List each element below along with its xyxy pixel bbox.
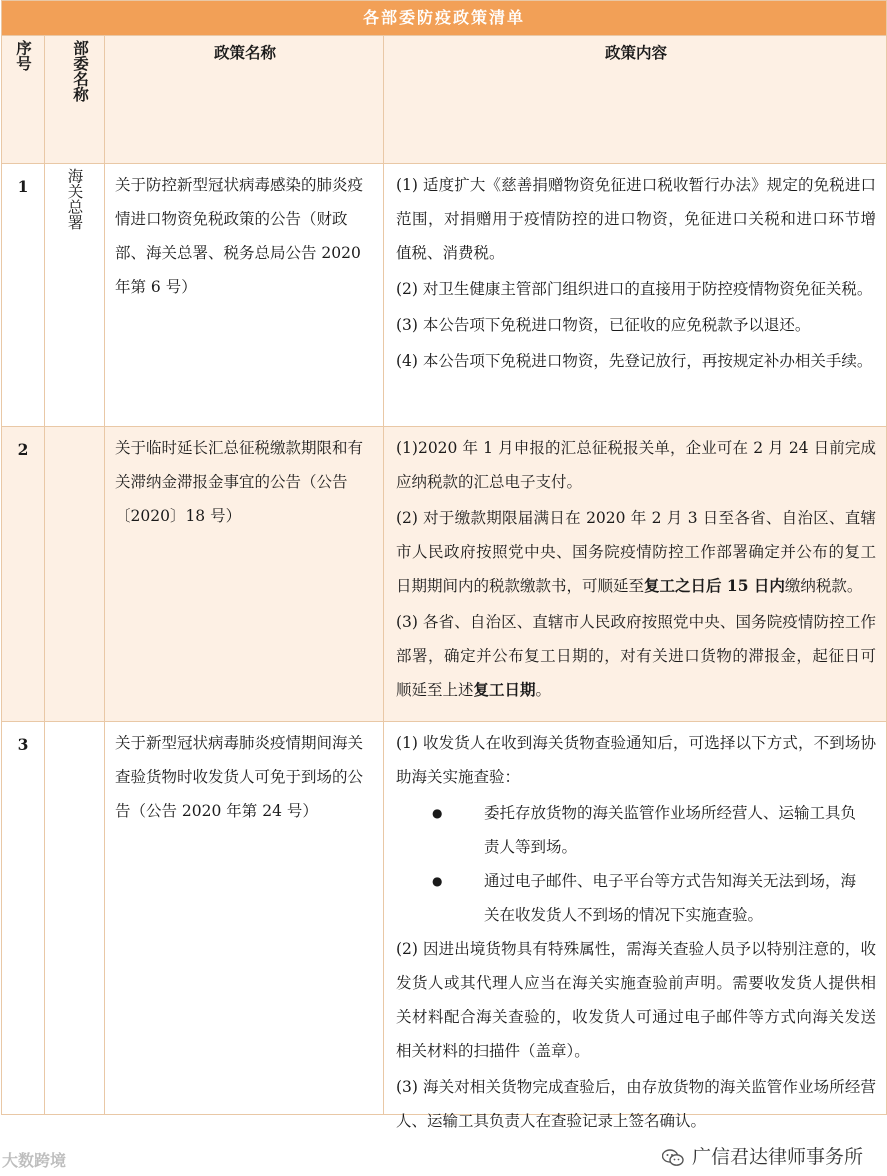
header-policy-content: 政策内容 [383,36,886,163]
content-bold-text: 复工之日后 15 日内 [644,576,785,595]
table-row [2,163,886,426]
table-title: 各部委防疫政策清单 [2,1,886,35]
header-policy-name: 政策名称 [104,36,383,163]
table-row [2,426,886,721]
row-policy-name: 关于新型冠状病毒肺炎疫情期间海关查验货物时收发货人可免于到场的公告（公告 2020 年第 24 号） [104,722,383,1114]
policy-table [1,0,887,1130]
header-dept [44,36,104,163]
bullet-text: 委托存放货物的海关监管作业场所经营人、运输工具负责人等到场。 [484,804,857,856]
row-policy-name: 关于临时延长汇总征税缴款期限和有关滞纳金滞报金事宜的公告（公告〔2020〕18 号） [104,427,383,721]
watermark-left: 大数跨境 [2,1153,67,1170]
bullet-icon: ● [432,874,443,888]
watermark-right-text: 广信君达律师事务所 [691,1147,863,1168]
content-paragraph: (2) 因进出境货物具有特殊属性，需海关查验人员予以特别注意的，收发货人或其代理人应当在海关实施查验前声明。需要收发货人提供相关材料配合海关查验的，收发货人可通过电子邮件等方式向海关发送相关材料的扫描件（盖章）。 [396,940,876,1060]
content-paragraph: (4) 本公告项下免税进口物资，先登记放行，再按规定补办相关手续。 [396,352,873,370]
header-dept-label: 部委名称 [71,40,90,102]
row-policy-content [383,164,886,426]
wechat-icon [662,1149,684,1167]
content-text: 。 [535,681,552,699]
content-bold-text: 复工日期 [473,680,536,699]
row-seq [2,722,44,1114]
content-text: 缴纳税款。 [784,577,863,595]
list-item [396,864,876,932]
row-policy-name: 关于防控新型冠状病毒感染的肺炎疫情进口物资免税政策的公告（财政部、海关总署、税务总局公告 2020 年第 6 号） [104,164,383,426]
content-paragraph: (3) 本公告项下免税进口物资，已征收的应免税款予以退还。 [396,316,811,334]
watermark-right [662,1142,863,1169]
content-text: (2) 对于缴款期限届满日在 2020 年 2 月 3 日至各省、自治区、直辖市人民政府按照党中央、国务院疫情防控工作部署确定并公布的复工日期期间内的税款缴款书，可顺延至 [396,509,876,595]
content-paragraph: (2) 对卫生健康主管部门组织进口的直接用于防控疫情物资免征关税。 [396,280,873,298]
row-seq [2,427,44,721]
row-seq-value: 3 [17,735,29,754]
bullet-text: 通过电子邮件、电子平台等方式告知海关无法到场，海关在收发货人不到场的情况下实施查验。 [484,872,857,924]
content-paragraph: (1)2020 年 1 月申报的汇总征税报关单，企业可在 2 月 24 日前完成应纳税款的汇总电子支付。 [396,439,876,491]
content-text: (3) 各省、自治区、直辖市人民政府按照党中央、国务院疫情防控工作部署，确定并公布复工日期的，对有关进口货物的滞报金，起征日可顺延至上述 [396,613,876,699]
content-paragraph: (3) 海关对相关货物完成查验后，由存放货物的海关监管作业场所经营人、运输工具负责人在查验记录上签名确认。 [396,1078,876,1130]
row-dept-value: 海关总署 [65,168,84,230]
row-seq-value: 2 [17,440,29,459]
row-seq-value: 1 [17,177,29,196]
row-policy-content [383,427,886,721]
content-paragraph: (1) 适度扩大《慈善捐赠物资免征进口税收暂行办法》规定的免税进口范围，对捐赠用于疫情防控的进口物资，免征进口关税和进口环节增值税、消费税。 [396,176,876,262]
header-seq-label: 序号 [14,40,33,71]
content-paragraph [396,605,876,707]
content-paragraph [396,501,876,603]
row-seq [2,164,44,426]
row-dept [44,427,104,721]
list-item [396,796,876,864]
row-policy-content [383,722,886,1130]
header-seq [2,36,44,163]
row-dept [44,164,104,426]
table-row [2,721,886,1130]
bullet-icon: ● [432,806,443,820]
watermark-bar [0,1140,887,1176]
content-paragraph: (1) 收发货人在收到海关货物查验通知后，可选择以下方式，不到场协助海关实施查验： [396,734,876,786]
row-dept [44,722,104,1114]
table-header-row [2,35,886,163]
